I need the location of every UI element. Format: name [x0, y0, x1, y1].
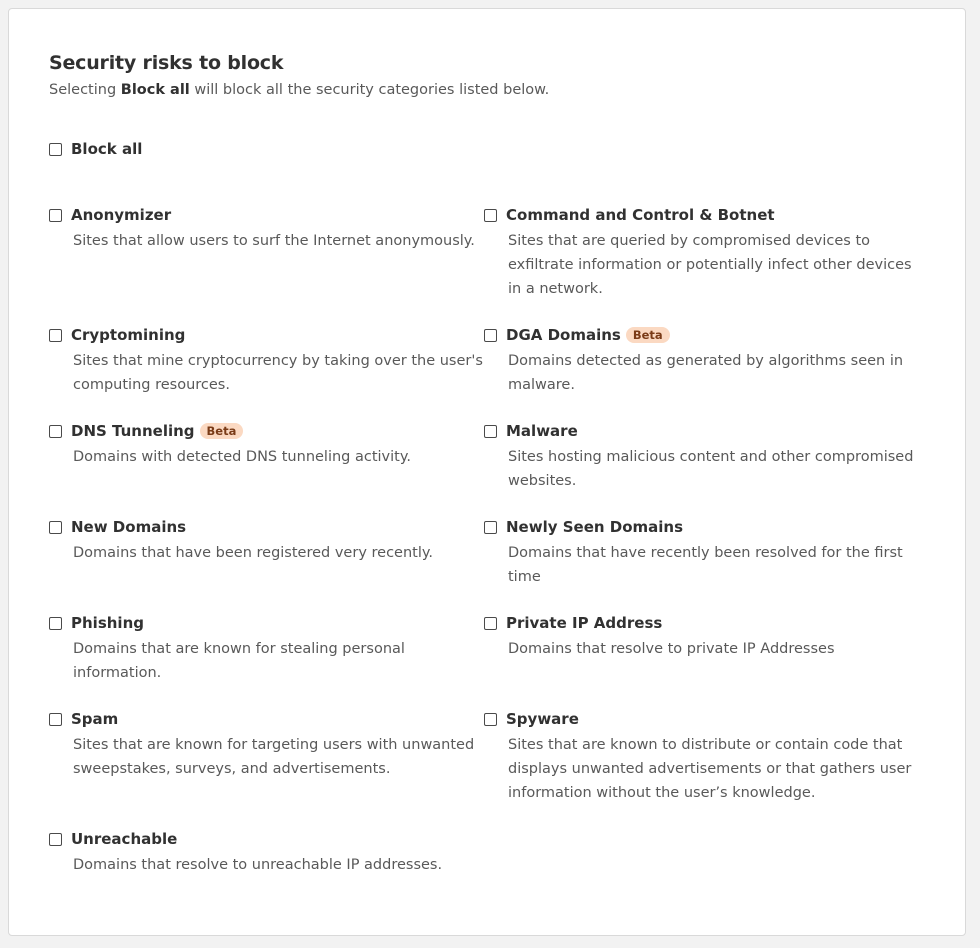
option-dns-tunneling[interactable]	[49, 421, 459, 469]
option-dga-domains[interactable]	[484, 325, 904, 397]
malware-label[interactable]: Malware	[506, 422, 578, 440]
unreachable-checkbox[interactable]	[49, 833, 62, 846]
dns-tunneling-label[interactable]: DNS Tunneling	[71, 422, 195, 440]
anonymizer-description: Sites that allow users to surf the Internet anonymously.	[73, 233, 475, 249]
option-phishing[interactable]	[49, 613, 459, 685]
anonymizer-checkbox[interactable]	[49, 209, 62, 222]
option-command-and-control[interactable]	[484, 205, 912, 301]
new-domains-checkbox[interactable]	[49, 521, 62, 534]
option-spam[interactable]	[49, 709, 475, 781]
dga-domains-beta-badge: Beta	[626, 327, 670, 343]
dns-tunneling-checkbox[interactable]	[49, 425, 62, 438]
dga-domains-description: Domains detected as generated by algorithms seen in malware.	[508, 353, 904, 393]
option-block-all[interactable]	[49, 139, 459, 159]
spyware-label[interactable]: Spyware	[506, 710, 579, 728]
spam-description: Sites that are known for targeting users with unwanted sweepstakes, surveys, and advertisements.	[73, 737, 475, 777]
dns-tunneling-beta-badge: Beta	[200, 423, 244, 439]
private-ip-address-checkbox[interactable]	[484, 617, 497, 630]
cryptomining-description: Sites that mine cryptocurrency by taking over the user's computing resources.	[73, 353, 483, 393]
subtitle-prefix: Selecting	[49, 82, 121, 98]
block-all-checkbox[interactable]	[49, 143, 62, 156]
option-newly-seen-domains[interactable]	[484, 517, 903, 589]
malware-description: Sites hosting malicious content and other compromised websites.	[508, 449, 914, 489]
dga-domains-label[interactable]: DGA Domains	[506, 326, 621, 344]
spyware-description: Sites that are known to distribute or contain code that displays unwanted advertisements or that gathers user information without the user’s knowledge.	[508, 737, 912, 801]
section-subtitle	[49, 82, 549, 98]
phishing-label[interactable]: Phishing	[71, 614, 144, 632]
newly-seen-domains-label[interactable]: Newly Seen Domains	[506, 518, 684, 536]
unreachable-label[interactable]: Unreachable	[71, 830, 178, 848]
private-ip-address-description: Domains that resolve to private IP Addresses	[508, 641, 835, 657]
option-unreachable[interactable]	[49, 829, 459, 877]
command-and-control-description: Sites that are queried by compromised devices to exfiltrate information or potentially infect other devices in a network.	[508, 233, 912, 297]
cryptomining-checkbox[interactable]	[49, 329, 62, 342]
dns-tunneling-description: Domains with detected DNS tunneling activity.	[73, 449, 411, 465]
malware-checkbox[interactable]	[484, 425, 497, 438]
section-title: Security risks to block	[49, 52, 284, 74]
newly-seen-domains-checkbox[interactable]	[484, 521, 497, 534]
anonymizer-label[interactable]: Anonymizer	[71, 206, 172, 224]
option-new-domains[interactable]	[49, 517, 459, 565]
new-domains-description: Domains that have been registered very recently.	[73, 545, 433, 561]
phishing-description: Domains that are known for stealing personal information.	[73, 641, 405, 681]
subtitle-bold: Block all	[120, 82, 190, 98]
cryptomining-label[interactable]: Cryptomining	[71, 326, 186, 344]
spam-label[interactable]: Spam	[71, 710, 119, 728]
option-cryptomining[interactable]	[49, 325, 483, 397]
newly-seen-domains-description: Domains that have recently been resolved for the first time	[508, 545, 903, 585]
spam-checkbox[interactable]	[49, 713, 62, 726]
spyware-checkbox[interactable]	[484, 713, 497, 726]
block-all-label[interactable]: Block all	[71, 140, 143, 158]
option-spyware[interactable]	[484, 709, 912, 805]
command-and-control-checkbox[interactable]	[484, 209, 497, 222]
command-and-control-label[interactable]: Command and Control & Botnet	[506, 206, 775, 224]
new-domains-label[interactable]: New Domains	[71, 518, 187, 536]
option-private-ip-address[interactable]	[484, 613, 894, 661]
subtitle-suffix: will block all the security categories listed below.	[189, 82, 550, 98]
security-risks-card	[8, 8, 966, 936]
option-malware[interactable]	[484, 421, 914, 493]
private-ip-address-label[interactable]: Private IP Address	[506, 614, 663, 632]
option-anonymizer[interactable]	[49, 205, 475, 253]
dga-domains-checkbox[interactable]	[484, 329, 497, 342]
unreachable-description: Domains that resolve to unreachable IP addresses.	[73, 857, 443, 873]
phishing-checkbox[interactable]	[49, 617, 62, 630]
